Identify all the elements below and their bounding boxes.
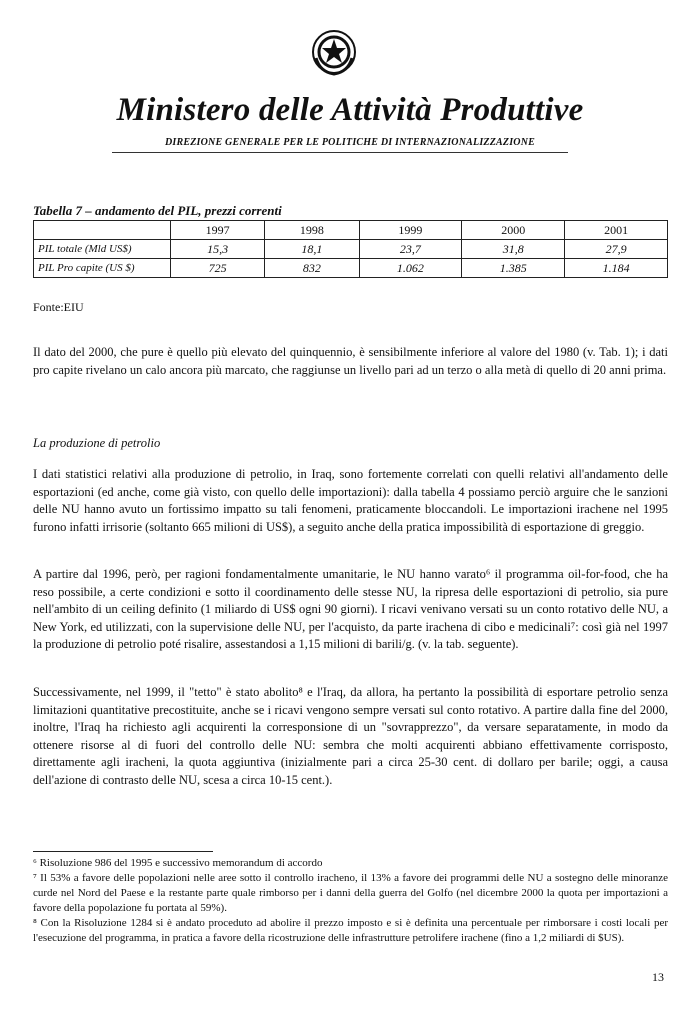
table-title: Tabella 7 – andamento del PIL, prezzi correnti xyxy=(33,203,282,218)
value-cell: 832 xyxy=(265,259,359,278)
footnote: ⁶ Risoluzione 986 del 1995 e successivo memorandum di accordo xyxy=(33,857,323,869)
value-cell: 1.062 xyxy=(359,259,462,278)
table-row xyxy=(34,259,668,278)
ministry-title: Ministero delle Attività Produttive xyxy=(116,92,584,128)
body-paragraph: Successivamente, nel 1999, il "tetto" è stato abolito⁸ e l'Iraq, da allora, ha pertanto la possibilità di esportare petrolio senza limitazioni quantitative precostituite, anche se i ricavi vengono sempre versati sul conto rotativo. A partire dalla fine del 2000, inoltre, l'Iraq ha richiesto agli acquirenti la corresponsione di un "sovrapprezzo", da versare separatamente, in modo da ottenere risorse al di fuori del controllo delle NU: sembra che molti acquirenti abbiano effettivamente corrisposto, direttamente agli iracheni, la quota aggiuntiva (inizialmente pari a circa 25-30 cent. di dollaro per barile; oggi, a causa dell'azione di contrasto delle NU, scesa a circa 10-15 cent.). xyxy=(33,685,668,787)
source-note: Fonte:EIU xyxy=(33,300,84,314)
row-label: PIL totale (Mld US$) xyxy=(34,240,171,259)
year-cell: 1998 xyxy=(265,221,359,240)
value-cell: 18,1 xyxy=(265,240,359,259)
body-paragraph: A partire dal 1996, però, per ragioni fondamentalmente umanitarie, le NU hanno varato⁶ il programma oil-for-food, che ha reso possibile, a certe condizioni e sotto il coordinamento delle stesse NU, la ripresa delle esportazioni di petrolio, sia pure nell'ambito di un ceiling definito (1 miliardo di US$ ogni 90 giorni). I ricavi venivano versati su un conto rotativo delle NU, a New York, ed utilizzati, con la supervisione delle NU, per l'acquisto, da parte irachena di cibo e medicinali⁷: così già nel 1997 la produzione di petrolio poté risalire, assestandosi a 1,15 milioni di barili/g. (v. la tab. seguente). xyxy=(33,567,668,651)
value-cell: 1.385 xyxy=(462,259,565,278)
year-cell: 2000 xyxy=(462,221,565,240)
table-corner-cell xyxy=(34,221,171,240)
body-paragraph: I dati statistici relativi alla produzione di petrolio, in Iraq, sono fortemente correlati con quelli relativi all'andamento delle esportazioni (ed anche, come già visto, con quello delle importazioni): dalla tabella 4 possiamo perciò arguire che le sanzioni delle NU hanno avuto un fortissimo impatto su tali fenomeni, praticamente bloccandoli. Le importazioni irachene nel 1995 furono infatti irrisorie (soltanto 665 milioni di US$), a seguito anche della pratica impossibilità di esportazione di greggio. xyxy=(33,467,668,534)
intro-paragraph: Il dato del 2000, che pure è quello più elevato del quinquennio, è sensibilmente inferiore al valore del 1980 (v. Tab. 1); i dati pro capite rivelano un calo ancora più marcato, che raggiunse un livello pari ad un terzo o alla metà di quello di 20 anni prima. xyxy=(33,345,668,377)
table-header-row xyxy=(34,221,668,240)
header-rule xyxy=(112,152,568,153)
italian-republic-emblem-icon xyxy=(310,28,358,76)
year-cell: 1997 xyxy=(171,221,265,240)
value-cell: 31,8 xyxy=(462,240,565,259)
value-cell: 15,3 xyxy=(171,240,265,259)
footnote: ⁸ Con la Risoluzione 1284 si è andato proceduto ad abolire il prezzo imposto e si è definita una percentuale per rimborsare i costi locali per l'esecuzione del programma, in pratica a favore della ricostruzione delle infrastrutture petrolifere irachene (fino a 1,2 miliardi di $US). xyxy=(33,917,668,944)
table-row xyxy=(34,240,668,259)
row-label: PIL Pro capite (US $) xyxy=(34,259,171,278)
direction-subtitle: DIREZIONE GENERALE PER LE POLITICHE DI INTERNAZIONALIZZAZIONE xyxy=(164,137,536,148)
year-cell: 2001 xyxy=(565,221,668,240)
value-cell: 725 xyxy=(171,259,265,278)
section-title: La produzione di petrolio xyxy=(33,436,161,450)
pil-table xyxy=(33,220,668,278)
footnote-rule xyxy=(33,851,213,852)
year-cell: 1999 xyxy=(359,221,462,240)
footnotes xyxy=(33,856,668,946)
value-cell: 27,9 xyxy=(565,240,668,259)
footnote: ⁷ Il 53% a favore delle popolazioni nelle aree sotto il controllo iracheno, il 13% a favore dei programmi delle NU a sostegno delle minoranze curde nel Nord del Paese e la restante parte quale rimborso per i danni della guerra del Golfo (nel dicembre 2000 la quota per importazioni a favore della popolazione fu portata al 59%). xyxy=(33,872,668,914)
page-number: 13 xyxy=(652,970,664,984)
value-cell: 23,7 xyxy=(359,240,462,259)
value-cell: 1.184 xyxy=(565,259,668,278)
